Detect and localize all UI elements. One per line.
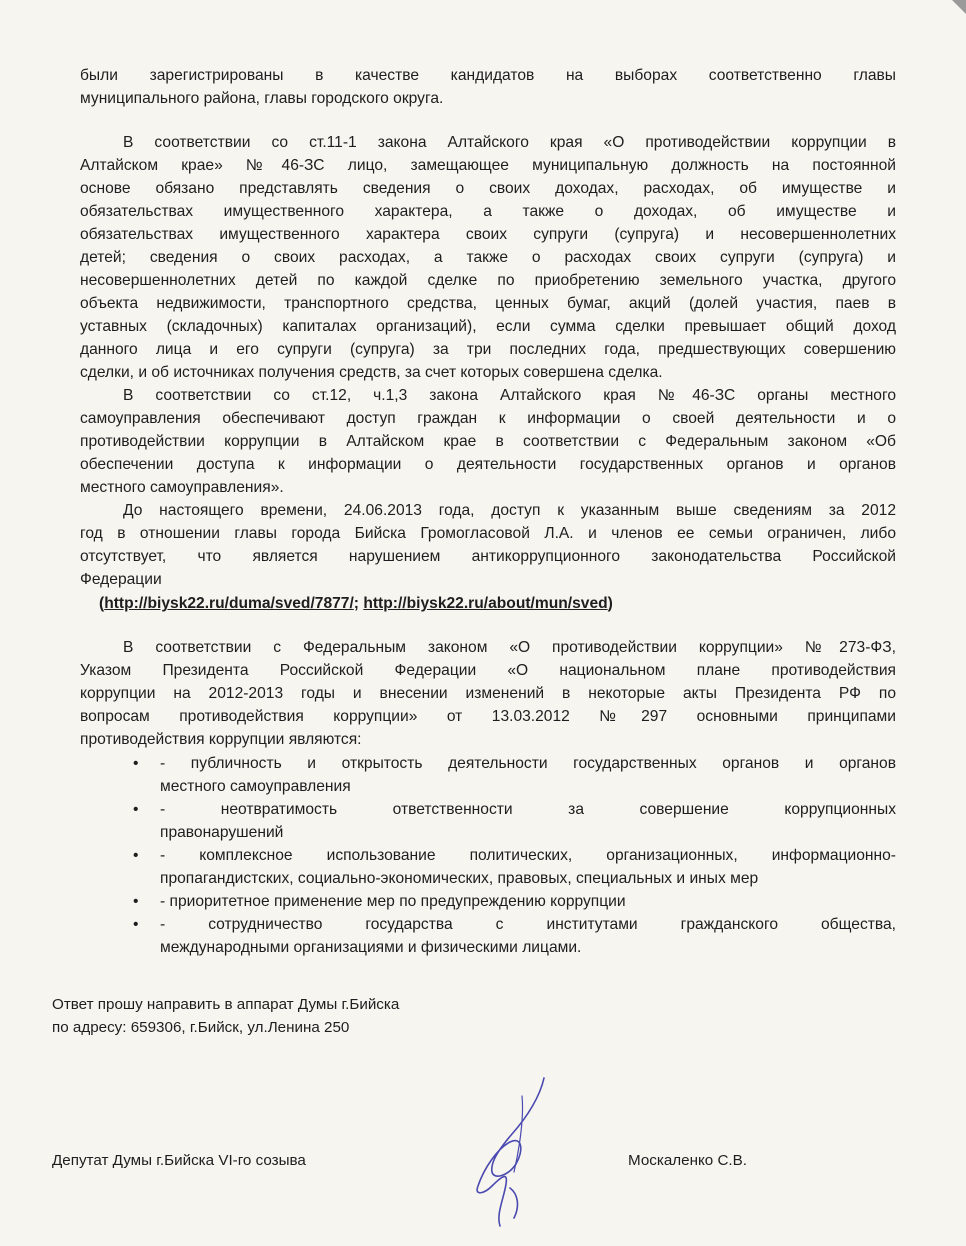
bullet-line: - сотрудничество государства с институтами гражданского общества, — [160, 916, 896, 933]
signatory-position: Депутат Думы г.Бийска VI-го созыва — [52, 1152, 306, 1169]
text-line: муниципального района, главы городского округа. — [80, 90, 444, 107]
text-line: самоуправления обеспечивают доступ граждан к информации о своей деятельности и о — [80, 410, 896, 427]
handwritten-signature — [462, 1076, 572, 1236]
paren-open: ( — [99, 595, 105, 612]
text-line: коррупции на 2012-2013 годы и внесении изменений в некоторые акты Президента РФ по — [80, 685, 896, 702]
text-line: несовершеннолетних детей по каждой сделке по приобретению земельного участка, другого — [80, 272, 896, 289]
bullet-line: - комплексное использование политических, организационных, информационно- — [160, 847, 896, 864]
bullet-line: правонарушений — [160, 824, 284, 841]
links-line — [99, 593, 799, 615]
text-line: были зарегистрированы в качестве кандидатов на выборах соответственно главы — [80, 67, 896, 84]
bullet-icon: • — [133, 801, 139, 818]
bullet-icon: • — [133, 847, 139, 864]
bullet-line: пропагандистских, социально-экономических, правовых, специальных и иных мер — [160, 870, 759, 887]
signatory-name: Москаленко С.В. — [628, 1152, 748, 1169]
text-line: год в отношении главы города Бийска Громогласовой Л.А. и членов ее семьи ограничен, либо — [80, 525, 896, 542]
text-line: До настоящего времени, 24.06.2013 года, доступ к указанным выше сведениям за 2012 — [123, 502, 896, 519]
bullet-line: - неотвратимость ответственности за совершение коррупционных — [160, 801, 896, 818]
bullet-line: международными организациями и физическими лицами. — [160, 939, 582, 956]
paren-close: ) — [607, 595, 613, 612]
text-line: Федерации — [80, 571, 162, 588]
text-line: детей; сведения о своих расходах, а также о расходах своих супруги (супруга) и — [80, 249, 896, 266]
text-line: основе обязано представлять сведения о своих доходах, расходах, об имуществе и — [80, 180, 896, 197]
link-mun-sved[interactable]: http://biysk22.ru/about/mun/sved — [363, 595, 608, 612]
bullet-icon: • — [133, 893, 139, 910]
text-line: Указом Президента Российской Федерации «О национальном плане противодействия — [80, 662, 896, 679]
bullet-line: - приоритетное применение мер по предупреждению коррупции — [160, 893, 626, 910]
reply-request: Ответ прошу направить в аппарат Думы г.Бийска — [52, 996, 400, 1013]
text-line: обеспечении доступа к информации о деятельности государственных органов и органов — [80, 456, 896, 473]
link-separator: ; — [353, 595, 364, 612]
corner-mark — [952, 0, 966, 14]
text-line: противодействии коррупции в Алтайском крае в соответствии с Федеральным законом «Об — [80, 433, 896, 450]
text-line: данного лица и его супруги (супруга) за три последних года, предшествующих совершению — [80, 341, 896, 358]
bullet-line: - публичность и открытость деятельности государственных органов и органов — [160, 755, 896, 772]
bullet-icon: • — [133, 916, 139, 933]
bullet-line: местного самоуправления — [160, 778, 351, 795]
text-line: отсутствует, что является нарушением антикоррупционного законодательства Российской — [80, 548, 896, 565]
text-line: противодействия коррупции являются: — [80, 731, 362, 748]
text-line: уставных (складочных) капиталах организаций), если сумма сделки превышает общий доход — [80, 318, 896, 335]
reply-address: по адресу: 659306, г.Бийск, ул.Ленина 250 — [52, 1019, 350, 1036]
bullet-icon: • — [133, 755, 139, 772]
link-duma-sved[interactable]: http://biysk22.ru/duma/sved/7877/ — [104, 595, 354, 612]
text-line: В соответствии с Федеральным законом «О противодействии коррупции» №273-ФЗ, — [123, 639, 896, 656]
text-line: местного самоуправления». — [80, 479, 284, 496]
text-line: объекта недвижимости, транспортного средства, ценных бумаг, акций (долей участия, паев в — [80, 295, 896, 312]
text-line: сделки, и об источниках получения средств, за счет которых совершена сделка. — [80, 364, 663, 381]
text-line: В соответствии со ст.12, ч.1,3 закона Алтайского края №46-ЗС органы местного — [123, 387, 896, 404]
text-line: В соответствии со ст.11-1 закона Алтайского края «О противодействии коррупции в — [123, 134, 896, 151]
text-line: обязательствах имущественного характера, а также о доходах, об имуществе и — [80, 203, 896, 220]
text-line: вопросам противодействия коррупции» от 13.03.2012 №297 основными принципами — [80, 708, 896, 725]
text-line: обязательствах имущественного характера своих супруги (супруга) и несовершеннолетних — [80, 226, 896, 243]
text-line: Алтайском крае» №46-ЗС лицо, замещающее муниципальную должность на постоянной — [80, 157, 896, 174]
